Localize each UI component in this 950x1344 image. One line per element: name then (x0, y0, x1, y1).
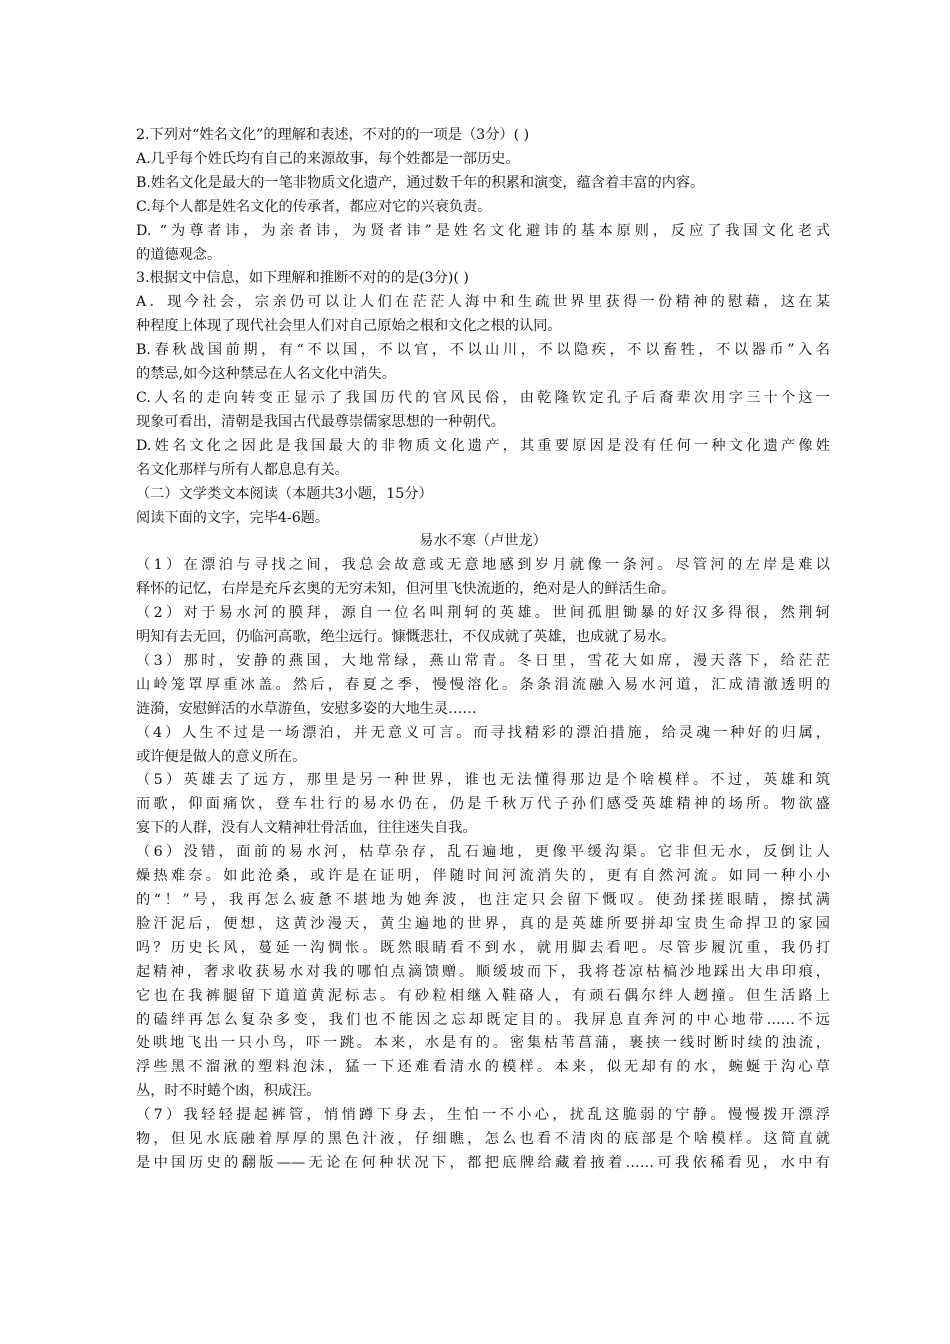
text-line: A．现今社会，宗亲仍可以让人们在茫茫人海中和生疏世界里获得一份精神的慰藉，这在某 (136, 294, 830, 311)
paragraph-3 (136, 650, 830, 722)
text-line: 起精神，奢求收获易水对我的哪怕点滴馈赠。顺缓坡而下，我将苍凉枯槁沙地踩出大串印痕， (136, 963, 830, 980)
text-line: 名文化那样与所有人都息息有关。 (136, 461, 349, 478)
text-line: （2）对于易水河的膜拜，源自一位名叫荆轲的英雄。世间孤胆锄暴的好汉多得很，然荆轲 (136, 605, 830, 622)
question-3-stem: 3.根据文中信息，如下理解和推断不对的的是(3分)( ) (136, 270, 469, 287)
text-line: 物，但见水底融着厚厚的黑色汁液，仔细瞧，怎么也看不清肉的底部是个啥模样。这简直就 (136, 1131, 830, 1148)
text-line: 山岭笼罩厚重冰盖。然后，春夏之季，慢慢溶化。条条涓流融入易水河道，汇成清澈透明的 (136, 676, 830, 693)
question-2-option-a: A.几乎每个姓氏均有自己的来源故事，每个姓都是一部历史。 (136, 150, 520, 167)
question-2-stem: 2.下列对“姓名文化”的理解和表述，不对的的一项是（3分）( ) (136, 127, 530, 143)
text-line: 丛，时不时蜷个凼，积成汪。 (136, 1083, 321, 1100)
article-title: 易水不寒（卢世龙） (419, 533, 547, 550)
text-line: 的道德观念。 (136, 246, 222, 263)
text-line: （3）那时，安静的燕国，大地常绿，燕山常青。冬日里，雪花大如席，漫天落下，给茫茫 (136, 652, 830, 669)
text-line: 释怀的记忆，右岸是充斥玄奥的无穷未知，但河里飞快流逝的，绝对是人的鲜活生命。 (136, 581, 676, 598)
question-3 (136, 267, 830, 482)
text-line: B.春秋战国前期，有“不以国，不以官，不以山川，不以隐疾，不以畜牲，不以器币”入名 (136, 342, 830, 359)
text-line: 的禁忌,如今这种禁忌在人名文化中消失。 (136, 366, 396, 383)
question-3-option-c (136, 387, 830, 435)
text-line: 脸汗泥后，便想，这黄沙漫天，黄尘遍地的世界，真的是英雄所要拼却宝贵生命捍卫的家园 (136, 915, 830, 932)
text-line: 或许便是做人的意义所在。 (136, 748, 307, 765)
text-line: D. “为尊者讳，为亲者讳，为贤者讳”是姓名文化避讳的基本原则，反应了我国文化老式 (136, 222, 830, 239)
text-line: 是中国历史的翻版——无论在何种状况下，都把底牌给藏着掖着……可我依稀看见，水中有 (136, 1154, 830, 1171)
text-line: （7）我轻轻提起裤管，悄悄蹲下身去，生怕一不小心，扰乱这脆弱的宁静。慢慢拨开漂浮 (136, 1107, 830, 1124)
paragraph-6 (136, 841, 830, 1104)
question-2-option-d (136, 220, 830, 268)
paragraph-5 (136, 769, 830, 841)
text-line: 明知有去无回，仍临河高歌，绝尘远行。慷慨悲壮，不仅成就了英雄，也成就了易水。 (136, 629, 676, 646)
question-2 (136, 124, 830, 267)
text-line: 的“！”号，我再怎么疲惫不堪地为她奔波，也注定只会留下慨叹。使劲揉搓眼睛，擦拭满 (136, 892, 830, 908)
text-line: 涟漪，安慰鲜活的水草游鱼，安慰多姿的大地生灵…… (136, 700, 477, 717)
text-line: （4）人生不过是一场漂泊，并无意义可言。而寻找精彩的漂泊措施，给灵魂一种好的归属， (136, 724, 830, 741)
text-line: 处哄地飞出一只小鸟，吓一跳。本来，水是有的。密集枯苇菖蒲，裹挟一线时断时续的浊流， (136, 1035, 830, 1052)
text-line: 吗？历史长风，蔓延一沟惆怅。既然眼睛看不到水，就用脚去看吧。尽管步履沉重，我仍打 (136, 939, 830, 956)
text-line: 浮些黑不溜湫的塑料泡沫，猛一下还难看清水的模样。本来，似无却有的水，蜿蜒于沟心草 (136, 1059, 830, 1076)
text-line: 而歌，仰面痛饮，登车壮行的易水仍在，仍是千秋万代子孙们感受英雄精神的场所。物欲盛 (136, 796, 830, 813)
section-instruction: 阅读下面的文字，完毕4-6题。 (136, 509, 330, 526)
paragraph-1 (136, 554, 830, 602)
text-line: 现象可看出，清朝是我国古代最尊崇儒家思想的一种朝代。 (136, 413, 505, 430)
question-2-option-c: C.每个人都是姓名文化的传承者，都应对它的兴衰负责。 (136, 198, 492, 215)
text-line: 的磕绊再怎么复杂多变，我们也不能因之忘却既定目的。我屏息直奔河的中心地带……不远 (136, 1011, 830, 1028)
text-line: （5）英雄去了远方，那里是另一种世界，谁也无法懂得那边是个啥模样。不过，英雄和筑 (136, 772, 830, 789)
text-line: 它也在我裤腿留下道道黄泥标志。有砂粒相继入鞋硌人，有顽石偶尔绊人趔撞。但生活路上 (136, 987, 830, 1004)
question-3-option-d (136, 435, 830, 483)
text-line: 宴下的人群，没有人文精神壮骨活血，往往迷失自我。 (136, 820, 477, 837)
section-heading: （二）文学类文本阅读（本题共3小题，15分） (136, 485, 433, 502)
paragraph-2 (136, 602, 830, 650)
text-line: （6）没错，面前的易水河，枯草杂存，乱石遍地，更像平缓沟渠。它非但无水，反倒让人 (136, 844, 830, 861)
question-3-option-b (136, 339, 830, 387)
text-line: C.人名的走向转变正显示了我国历代的官风民俗，由乾隆钦定孔子后裔辈次用字三十个这一 (136, 389, 830, 406)
text-line: （1）在漂泊与寻找之间，我总会故意或无意地感到岁月就像一条河。尽管河的左岸是难以 (136, 557, 830, 574)
paragraph-7 (136, 1104, 830, 1176)
text-line: 种程度上体现了现代社会里人们对自己原始之根和文化之根的认同。 (136, 318, 562, 335)
question-2-option-b: B.姓名文化是最大的一笔非物质文化遗产，通过数千年的积累和演变，蕴含着丰富的内容。 (136, 174, 705, 191)
text-line: D.姓名文化之因此是我国最大的非物质文化遗产，其重要原因是没有任何一种文化遗产像姓 (136, 437, 830, 454)
text-line: 燥热难奈。如此沧桑，或许是在证明，伴随时间河流消失的，更有自然河流。如同一种小小 (136, 868, 830, 885)
question-3-option-a (136, 291, 830, 339)
paragraph-4 (136, 722, 830, 770)
exam-page (136, 124, 830, 1176)
